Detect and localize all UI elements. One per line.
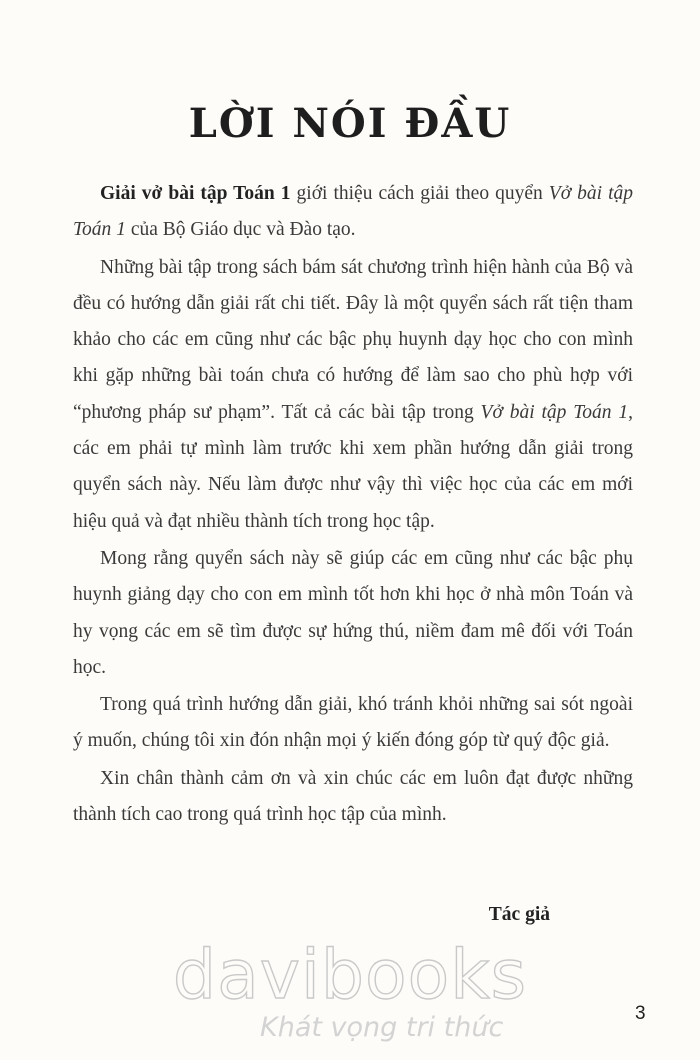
book-title-bold: Giải vở bài tập Toán 1 xyxy=(100,183,291,204)
author-signature: Tác giả xyxy=(488,904,550,925)
paragraph-text: , các em phải tự mình làm trước khi xem phần hướng dẫn giải trong quyển sách này. Nếu làm được như vậy thì việc học của các em mới hiệu quả và đạt nhiều thành tích trong học tập. xyxy=(73,401,633,532)
paragraph-feedback: Trong quá trình hướng dẫn giải, khó tránh khỏi những sai sót ngoài ý muốn, chúng tôi xin đón nhận mọi ý kiến đóng góp từ quý độc giả. xyxy=(73,694,633,752)
watermark-tagline: Khát vọng tri thức xyxy=(260,1012,504,1043)
paragraph-text: của Bộ Giáo dục và Đào tạo. xyxy=(125,219,356,241)
paragraph-intro xyxy=(73,176,633,249)
paragraph-thanks: Xin chân thành cảm ơn và xin chúc các em luôn đạt được những thành tích cao trong quá trình học tập của mình. xyxy=(73,767,633,826)
paragraph-exercises xyxy=(73,250,633,540)
watermark xyxy=(150,938,550,1043)
book-title-italic: Vở bài tập Toán 1 xyxy=(73,183,634,241)
preface-body xyxy=(73,176,633,833)
page-title: LỜI NÓI ĐẦU xyxy=(188,100,512,147)
watermark-brand: davibooks xyxy=(172,936,528,1015)
paragraph-hope: Mong rằng quyển sách này sẽ giúp các em cũng như các bậc phụ huynh giảng dạy cho con em mình tốt hơn khi học ở nhà môn Toán và hy vọng các em sẽ tìm được sự hứng thú, niềm đam mê đối với Toán học. xyxy=(73,547,633,678)
book-title-italic: Vở bài tập Toán 1 xyxy=(480,401,629,423)
paragraph-text: giới thiệu cách giải theo quyển xyxy=(290,183,549,204)
paragraph-text: Những bài tập trong sách bám sát chương trình hiện hành của Bộ và đều có hướng dẫn giải rất chi tiết. Đây là một quyển sách rất tiện tham khảo cho các em cũng như các bậc phụ huynh dạy học cho con mình khi gặp những bài toán chưa có hướng để làm sao cho phù hợp với “phương pháp sư phạm”. Tất cả các bài tập trong xyxy=(73,256,633,423)
page-number: 3 xyxy=(635,1003,646,1024)
